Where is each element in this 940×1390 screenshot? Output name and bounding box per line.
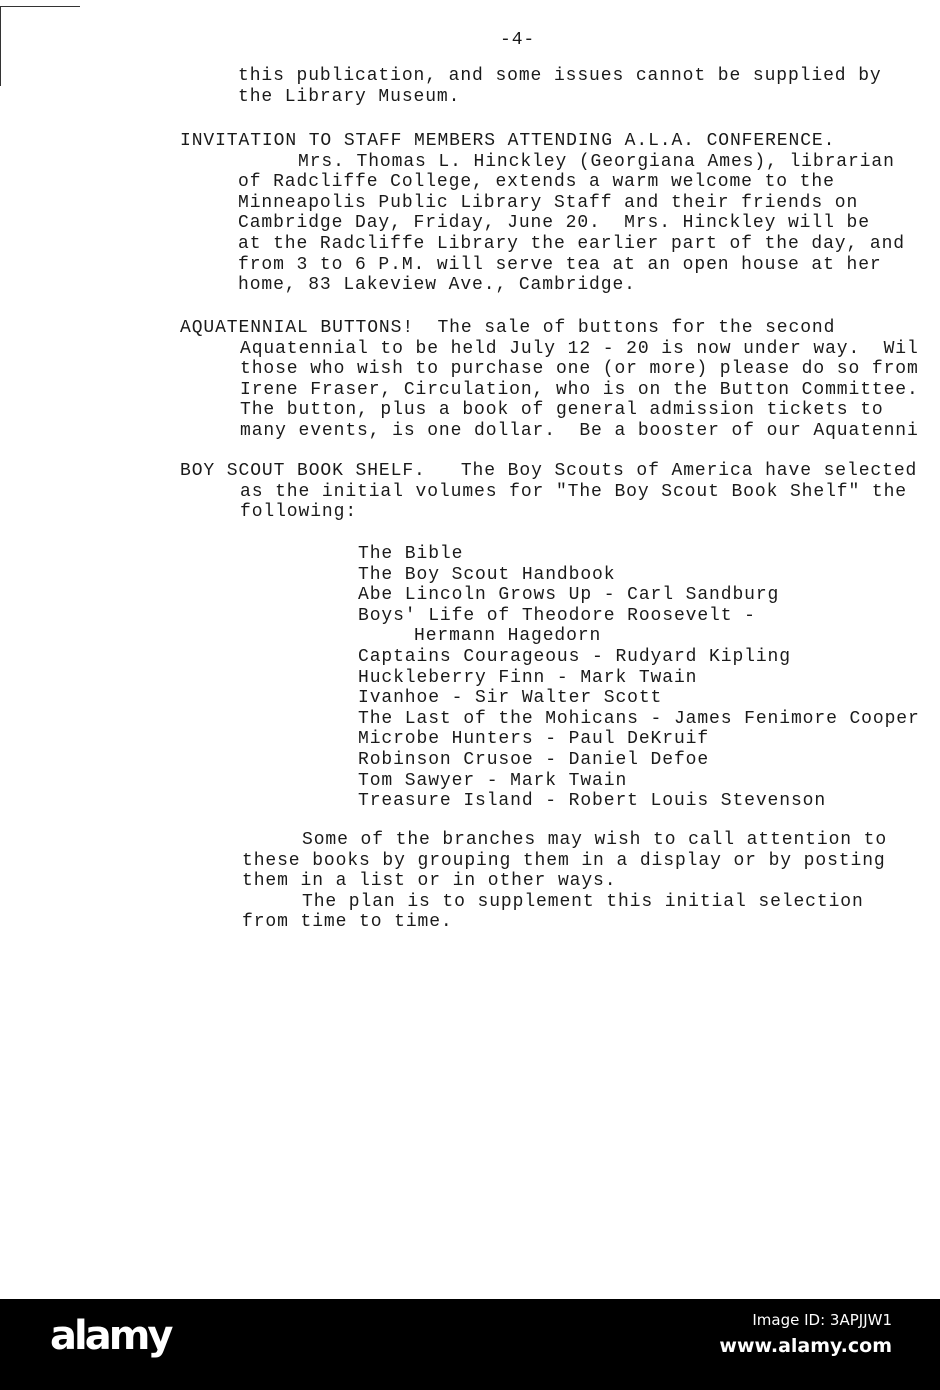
watermark-bar xyxy=(0,1299,940,1390)
book-item: The Boy Scout Handbook xyxy=(358,564,616,585)
text-line: as the initial volumes for "The Boy Scout Book Shelf" the xyxy=(240,481,907,502)
aquatennial-section xyxy=(180,318,919,442)
watermark-url: www.alamy.com xyxy=(719,1335,892,1357)
text-line: them in a list or in other ways. xyxy=(242,871,617,892)
intro-paragraph xyxy=(238,66,882,107)
book-item: Boys' Life of Theodore Roosevelt - xyxy=(358,605,756,626)
text-line: from 3 to 6 P.M. will serve tea at an open house at her xyxy=(238,254,882,275)
text-line: The sale of buttons for the second xyxy=(414,318,836,338)
section-heading: AQUATENNIAL BUTTONS! xyxy=(180,318,415,338)
text-line: home, 83 Lakeview Ave., Cambridge. xyxy=(238,275,636,296)
book-item: Treasure Island - Robert Louis Stevenson xyxy=(358,791,827,812)
invitation-section xyxy=(180,131,905,296)
book-list xyxy=(358,544,920,812)
book-item: Abe Lincoln Grows Up - Carl Sandburg xyxy=(358,585,780,606)
book-item: The Last of the Mohicans - James Fenimore Cooper xyxy=(358,708,920,729)
text-line: Mrs. Thomas L. Hinckley (Georgiana Ames), librarian xyxy=(298,151,895,172)
text-line: The Boy Scouts of America have selected xyxy=(425,461,918,481)
text-line: Irene Fraser, Circulation, who is on the Button Committee. xyxy=(240,379,919,400)
text-line: Some of the branches may wish to call attention to xyxy=(302,830,888,850)
alamy-logo: alamy xyxy=(50,1313,171,1359)
page-number: -4- xyxy=(500,30,536,50)
book-item: Microbe Hunters - Paul DeKruif xyxy=(358,729,710,750)
text-line: at the Radcliffe Library the earlier part of the day, and xyxy=(238,233,905,254)
text-line: these books by grouping them in a display or by posting xyxy=(242,850,886,871)
text-line: many events, is one dollar. Be a booster of our Aquatenni xyxy=(240,420,919,441)
image-id: Image ID: 3APJJW1 xyxy=(752,1311,892,1329)
scan-edge-mark xyxy=(0,6,80,7)
section-heading: BOY SCOUT BOOK SHELF. xyxy=(180,461,426,481)
text-line: of Radcliffe College, extends a warm welcome to the xyxy=(238,172,835,193)
scout-section xyxy=(180,461,917,523)
text-line: following: xyxy=(240,502,358,523)
book-item: Huckleberry Finn - Mark Twain xyxy=(358,667,698,688)
scan-edge-mark xyxy=(0,6,1,86)
book-item: Captains Courageous - Rudyard Kipling xyxy=(358,646,791,667)
book-item: Ivanhoe - Sir Walter Scott xyxy=(358,688,663,709)
book-item: Hermann Hagedorn xyxy=(414,626,602,647)
book-item: The Bible xyxy=(358,544,464,564)
book-item: Tom Sawyer - Mark Twain xyxy=(358,770,628,791)
text-line: Cambridge Day, Friday, June 20. Mrs. Hinckley will be xyxy=(238,213,870,234)
section-heading: INVITATION TO STAFF MEMBERS ATTENDING A.L.A. CONFERENCE. xyxy=(180,131,836,151)
text-line: this publication, and some issues cannot be supplied by xyxy=(238,66,882,86)
text-line: the Library Museum. xyxy=(238,86,461,107)
closing-paragraph xyxy=(242,830,887,933)
text-line: Minneapolis Public Library Staff and their friends on xyxy=(238,192,859,213)
text-line: The plan is to supplement this initial selection xyxy=(302,891,864,912)
book-item: Robinson Crusoe - Daniel Defoe xyxy=(358,749,710,770)
text-line: from time to time. xyxy=(242,912,453,933)
text-line: those who wish to purchase one (or more) please do so from xyxy=(240,359,919,380)
text-line: Aquatennial to be held July 12 - 20 is now under way. Wil xyxy=(240,338,919,359)
text-line: The button, plus a book of general admission tickets to xyxy=(240,400,884,421)
